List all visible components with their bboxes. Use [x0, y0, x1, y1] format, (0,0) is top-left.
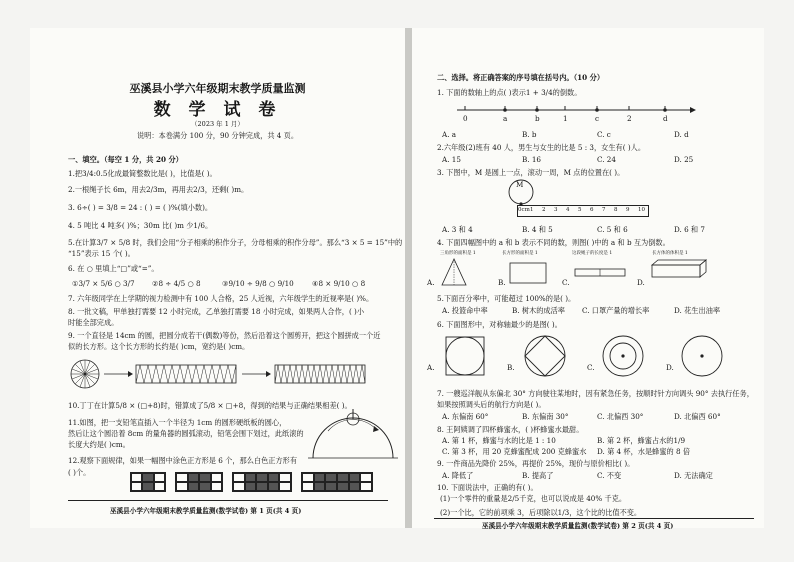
q6-item-3: ③9/10 ÷ 9/8 ○ 9/10: [222, 279, 294, 288]
q1-option-a: A. a: [442, 130, 457, 139]
q6-item-4: ④8 × 9/10 ○ 8: [312, 279, 366, 288]
question-2-10: 10. 下面说法中，正确的有( )。: [437, 483, 538, 492]
q10-statement-2: (2)一个比，它的前项乘 3，后项除以1/3，这个比的比值不变。: [440, 508, 642, 517]
q9-option-c: C. 不变: [597, 471, 622, 480]
school-title: 巫溪县小学六年级期末教学质量监测: [129, 82, 306, 95]
exam-page-2: [412, 28, 764, 528]
exam-instructions: 说明：本卷满分 100 分，90 分钟完成，共 4 页。: [136, 131, 299, 140]
question-1-11a: 11.如图，把一支铅笔直插入一个半径为 1cm 的圆形硬纸板的圆心，: [68, 418, 287, 427]
q4-caption-d: 长方体的体积是 1: [652, 251, 688, 256]
question-1-11b: 然后让这个圆沿着 8cm 的量角器的圆弧滚动，铅笔会围下划过，此纸滚的: [68, 429, 304, 438]
axis-label-c: c: [595, 114, 600, 123]
q2-option-c: C. 24: [597, 155, 616, 164]
rectangle-shape: [510, 263, 546, 283]
protractor-arc-figure: [308, 413, 398, 463]
point-m-label: M: [516, 180, 524, 189]
cuboid-shape: [652, 265, 700, 277]
zigzag-lines-1: [136, 365, 236, 383]
question-2-4: 4. 下面四幅图中的 a 和 b 表示不同的数，则图( )中的 a 和 b 互为倒数。: [437, 238, 670, 247]
q8-option-c: C. 第 3 杯，用 20 克蜂蜜配成 200 克蜂蜜水: [442, 447, 587, 456]
page-gutter: [405, 28, 412, 528]
q1-option-c: C. c: [597, 130, 611, 139]
question-2-2: 2.六年级(2)班有 40 人，男生与女生的比是 5 : 3，女生有( )人。: [437, 143, 646, 152]
q1-option-b: B. b: [522, 130, 537, 139]
pattern-grid-4: [301, 472, 373, 492]
axis-label-0: 0: [463, 114, 468, 123]
q5-option-b: B. 树木的成活率: [512, 306, 565, 315]
ruler-tick-7: 7: [602, 207, 606, 213]
q4-label-b: B.: [498, 278, 506, 287]
question-1-9b: 似的长方形。这个长方形的长约是( )cm，宽约是( )cm。: [68, 342, 250, 351]
ruler-tick-4: 4: [566, 207, 570, 213]
ruler-tick-9: 9: [626, 207, 630, 213]
concentric-circles: [603, 336, 643, 376]
question-2-5: 5.下面百分率中，可能超过 100%的是( )。: [437, 294, 576, 303]
q6-label-a: A.: [427, 363, 435, 372]
section1-heading: 一、填空。（每空 1 分，共 20 分）: [68, 155, 183, 164]
square-with-circle: [446, 337, 484, 375]
question-1-11c: 长度大约是( )cm。: [68, 440, 130, 449]
q7-option-a: A. 东偏南 60°: [442, 412, 489, 421]
q9-option-b: B. 提高了: [522, 471, 554, 480]
arrow-1: [104, 371, 133, 377]
q8-option-b: B. 第 2 杯，蜂蜜占水的1/9: [597, 436, 686, 445]
question-1-2: 2.一根绳子长 6m，用去2/3m，再用去2/3，还剩( )m。: [68, 185, 249, 194]
q3-option-d: D. 6 和 7: [674, 225, 705, 234]
page-2-footer: 巫溪县小学六年级期末教学质量监测(数学试卷) 第 2 页(共 4 页): [482, 522, 674, 530]
q9-option-a: A. 降低了: [442, 471, 474, 480]
axis-label-d: d: [663, 114, 668, 123]
axis-label-a: a: [503, 114, 508, 123]
question-1-1: 1.把3/4:0.5化成最简整数比是( )，比值是( )。: [68, 169, 217, 178]
axis-label-b: b: [535, 114, 540, 123]
footer-rule-2: [434, 518, 754, 519]
zigzag-lines-2: [275, 365, 365, 383]
question-1-7: 7. 六年级同学在上学期的视力检测中有 100 人合格，25 人近视，六年级学生的近视率是( )%。: [68, 294, 374, 303]
question-2-7b: 如果按照调头后的航行方向是( )。: [437, 400, 546, 409]
q3-option-c: C. 5 和 6: [597, 225, 628, 234]
ruler-tick-1: 1: [530, 207, 534, 213]
q5-option-c: C. 口罩产量的增长率: [582, 306, 650, 315]
question-2-8: 8. 王阿姨调了四杯蜂蜜水，( )杯蜂蜜水最甜。: [437, 425, 584, 434]
ruler-tick-6: 6: [590, 207, 594, 213]
axis-label-2: 2: [627, 114, 632, 123]
ruler-tick-8: 8: [614, 207, 618, 213]
question-1-5b: “15”表示 15 个( )。: [68, 249, 135, 258]
q9-option-d: D. 无法确定: [674, 471, 713, 480]
q5-option-d: D. 花生出油率: [674, 306, 721, 315]
q7-option-d: D. 北偏西 60°: [674, 412, 721, 421]
q4-label-c: C.: [562, 278, 570, 287]
exam-page-1: [30, 28, 405, 528]
subject-title: 数 学 试 卷: [153, 100, 282, 120]
axis-label-1: 1: [563, 114, 568, 123]
q4-shapes: [440, 257, 740, 289]
question-1-12a: 12.观察下面规律，如果一幅图中涂色正方形是 6 个，那么白色正方形有: [68, 456, 298, 465]
q8-option-a: A. 第 1 杯，蜂蜜与水的比是 1 : 10: [442, 436, 556, 445]
question-1-8a: 8. 一批文稿，甲单独打需要 12 小时完成，乙单独打需要 18 小时完成，如果两人合作，( )小: [68, 307, 365, 316]
ruler-tick-2: 2: [542, 207, 546, 213]
q6-label-c: C.: [587, 363, 595, 372]
question-2-6: 6. 下面图形中，对称轴最少的是图( )。: [437, 320, 562, 329]
q2-option-d: D. 25: [674, 155, 694, 164]
q10-statement-1: (1)一个零件的重量是2/5千克，也可以说成是 40% 千克。: [440, 494, 627, 503]
q2-option-b: B. 16: [522, 155, 541, 164]
pattern-grid-1: [130, 472, 166, 492]
q4-caption-c: 这段绳子的长度是 1: [572, 251, 613, 256]
question-1-8b: 时能全部完成。: [68, 318, 119, 327]
arrow-2: [242, 371, 271, 377]
footer-rule: [68, 500, 388, 501]
circle-with-dot: [682, 336, 722, 376]
q7-option-b: B. 东偏南 30°: [522, 412, 569, 421]
q6-item-2: ②8 ÷ 4/5 ○ 8: [152, 279, 201, 288]
circle-to-rectangle-figure: [70, 358, 370, 392]
q4-caption-b: 长方形的面积是 1: [502, 251, 538, 256]
section2-heading: 二、选择。将正确答案的序号填在括号内。（10 分）: [437, 73, 605, 82]
ruler-tick-10: 10: [638, 207, 645, 213]
q6-label-b: B.: [507, 363, 515, 372]
q4-label-a: A.: [427, 278, 435, 287]
question-1-5a: 5.在计算3/7 × 5/8 时，我们会用“分子相乘的积作分子，分母相乘的积作分母”。那么“3 × 5 = 15”中的: [68, 238, 403, 247]
question-2-7a: 7. 一艘巡洋舰从东偏北 30° 方向驶往某地时，因有紧急任务，按顺时针方向调头 90° 去执行任务，: [437, 389, 754, 398]
q8-option-d: D. 第 4 杯，水是蜂蜜的 8 倍: [597, 447, 691, 456]
ruler-zero-label: 0cm: [518, 207, 530, 213]
q2-option-a: A. 15: [442, 155, 461, 164]
page-1-footer: 巫溪县小学六年级期末教学质量监测(数学试卷) 第 1 页(共 4 页): [110, 507, 302, 515]
q4-label-d: D.: [637, 278, 645, 287]
q3-option-a: A. 3 和 4: [442, 225, 473, 234]
ruler-tick-5: 5: [578, 207, 582, 213]
question-1-12b: ( )个。: [68, 468, 91, 477]
q6-symmetry-shapes: [432, 331, 752, 381]
question-1-9a: 9. 一个直径是 14cm 的圆，把圆分成若干(偶数)等份，然后沿着这个圆剪开，把这个圆拼成一个近: [68, 331, 381, 340]
q7-option-c: C. 北偏西 30°: [597, 412, 644, 421]
q3-option-b: B. 4 和 5: [522, 225, 553, 234]
question-1-3: 3. 6÷( ) = 3/8 = 24 : ( ) = ( )%(填小数)。: [68, 203, 213, 212]
question-1-4: 4. 5 吨比 4 吨多( )%；30m 比( )m 少1/6。: [68, 221, 213, 230]
circle-with-square: [525, 336, 565, 376]
divided-circle: [71, 360, 99, 388]
pattern-grid-2: [175, 472, 223, 492]
exam-date: （2023 年 1 月）: [191, 120, 244, 128]
number-line: [447, 102, 697, 128]
pattern-grid-3: [232, 472, 292, 492]
question-2-1: 1. 下面的数轴上的点( )表示1 + 3/4的倒数。: [437, 88, 582, 97]
q6-item-1: ①3/7 × 5/6 ○ 3/7: [72, 279, 135, 288]
question-2-3: 3. 下图中，M 是圆上一点，滚动一周，M 点的位置在( )。: [437, 168, 625, 177]
question-2-9: 9. 一件商品先降价 25%，再提价 25%，现价与原价相比( )。: [437, 459, 635, 468]
q6-label-d: D.: [666, 363, 674, 372]
ruler-tick-3: 3: [554, 207, 558, 213]
question-1-10: 10.丁丁在计算5/8 × (□+8)时，错算成了5/8 × □+8，得到的结果与正确结果相差( )。: [68, 401, 352, 410]
q1-option-d: D. d: [674, 130, 689, 139]
q4-caption-a: 三角形的面积是 1: [440, 251, 476, 256]
question-1-6: 6. 在 ○ 里填上“□”或“=”。: [68, 264, 159, 273]
q5-option-a: A. 投篮命中率: [442, 306, 488, 315]
